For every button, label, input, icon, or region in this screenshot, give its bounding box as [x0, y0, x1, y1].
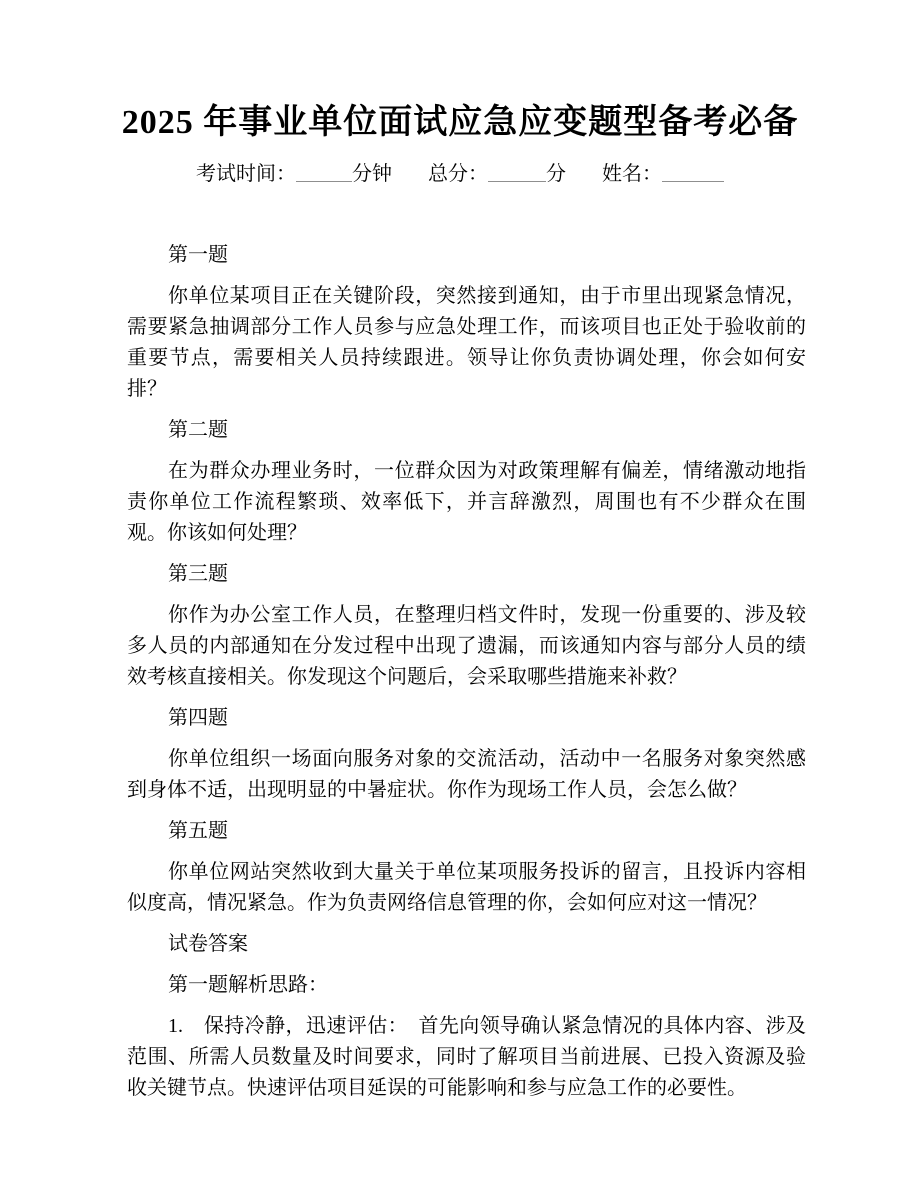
document-body: [127, 240, 806, 1104]
exam-time-blank-line: [296, 167, 352, 182]
name-group: [602, 160, 724, 188]
total-score-label: 总分：: [428, 163, 488, 185]
question-4-text: 你单位组织一场面向服务对象的交流活动，活动中一名服务对象突然感到身体不适，出现明显的中暑症状。你作为现场工作人员，会怎么做？: [127, 748, 806, 801]
question-4-heading: 第四题: [168, 707, 228, 729]
question-2-text: 在为群众办理业务时，一位群众因为对政策理解有偏差，情绪激动地指责你单位工作流程繁琐、效率低下，并言辞激烈，周围也有不少群众在围观。你该如何处理？: [127, 460, 806, 544]
document-title: 2025 年事业单位面试应急应变题型备考必备: [121, 104, 799, 141]
name-blank-line: [662, 167, 724, 182]
question-5-heading: 第五题: [168, 820, 228, 842]
question-3-text: 你作为办公室工作人员，在整理归档文件时，发现一份重要的、涉及较多人员的内部通知在分发过程中出现了遗漏，而该通知内容与部分人员的绩效考核直接相关。你发现这个问题后，会采取哪些措施来补救？: [127, 604, 806, 688]
exam-time-unit: 分钟: [352, 163, 392, 185]
exam-meta-line: [0, 160, 920, 188]
exam-time-group: [196, 160, 392, 188]
question-3-heading: 第三题: [168, 563, 228, 585]
analysis-point-1: 1. 保持冷静，迅速评估： 首先向领导确认紧急情况的具体内容、涉及范围、所需人员数量及时间要求，同时了解项目当前进展、已投入资源及验收关键节点。快速评估项目延误的可能影响和参与应急工作的必要性。: [127, 1015, 806, 1099]
question-5-text: 你单位网站突然收到大量关于单位某项服务投诉的留言，且投诉内容相似度高，情况紧急。作为负责网络信息管理的你，会如何应对这一情况？: [127, 861, 806, 914]
question-1-text: 你单位某项目正在关键阶段，突然接到通知，由于市里出现紧急情况，需要紧急抽调部分工作人员参与应急处理工作，而该项目也正处于验收前的重要节点，需要相关人员持续跟进。领导让你负责协调处理，你会如何安排？: [127, 285, 806, 400]
total-score-blank-line: [488, 167, 546, 182]
exam-time-label: 考试时间：: [196, 163, 296, 185]
name-label: 姓名：: [602, 163, 662, 185]
answers-section-heading: 试卷答案: [168, 933, 248, 955]
total-score-group: [428, 160, 566, 188]
question-2-heading: 第二题: [168, 419, 228, 441]
analysis-heading: 第一题解析思路：: [168, 974, 328, 996]
question-1-heading: 第一题: [168, 244, 228, 266]
total-score-unit: 分: [546, 163, 566, 185]
